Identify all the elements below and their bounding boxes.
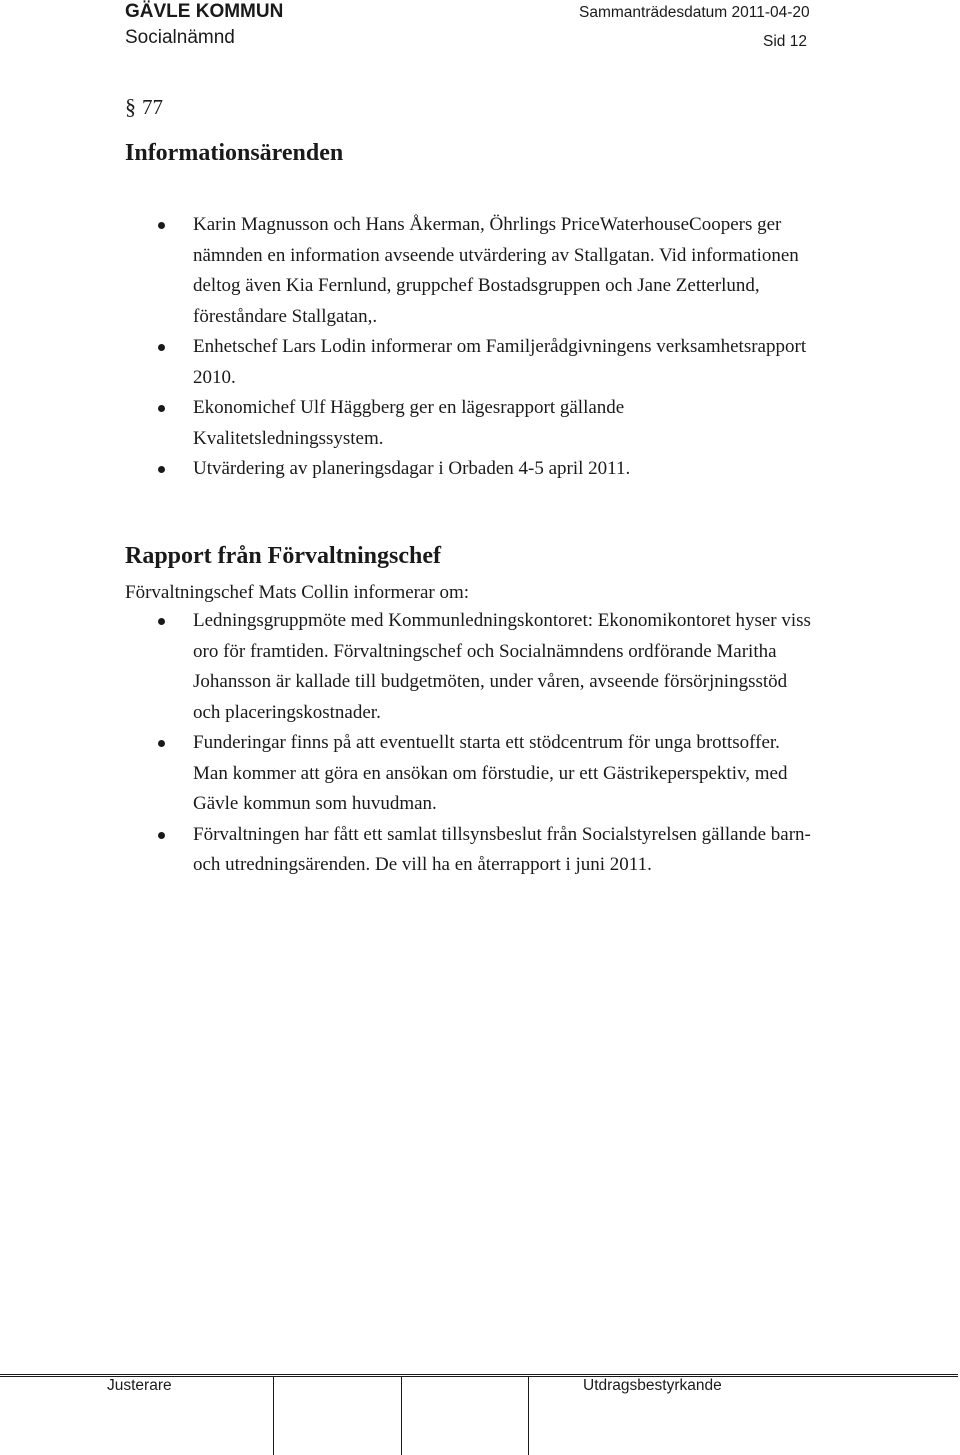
meeting-date: Sammanträdesdatum 2011-04-20 bbox=[579, 4, 810, 21]
footer-divider bbox=[528, 1376, 529, 1455]
footer-rule bbox=[0, 1374, 958, 1375]
list-item bbox=[0, 606, 813, 728]
list-item-text: Ledningsgruppmöte med Kommunledningskontoret: Ekonomikontoret hyser viss oro för framtiden. Förvaltningschef och Socialnämndens ordförande Maritha Johansson är kallade till budgetmöten, under våren, avseende försörjningsstöd och placeringskostnader. bbox=[193, 610, 811, 723]
bullet-icon bbox=[158, 405, 165, 412]
list-item bbox=[0, 728, 813, 820]
section-number-value: 77 bbox=[142, 95, 163, 119]
section-number bbox=[125, 94, 163, 120]
rapport-intro: Förvaltningschef Mats Collin informerar om: bbox=[125, 582, 470, 603]
page-number: Sid 12 bbox=[763, 33, 807, 50]
paragraph-symbol: § bbox=[125, 94, 136, 119]
heading-rapport: Rapport från Förvaltningschef bbox=[125, 543, 441, 569]
list-item-text: Förvaltningen har fått ett samlat tillsynsbeslut från Socialstyrelsen gällande barn- och utredningsärenden. De vill ha en återrapport i juni 2011. bbox=[193, 823, 811, 875]
bullet-icon bbox=[158, 344, 165, 351]
heading-informationsarenden: Informationsärenden bbox=[125, 140, 344, 166]
bullet-icon bbox=[158, 740, 165, 747]
list-item-text: Ekonomichef Ulf Häggberg ger en lägesrapport gällande Kvalitetsledningssystem. bbox=[193, 397, 625, 449]
list-item-text: Karin Magnusson och Hans Åkerman, Öhrlings PriceWaterhouseCoopers ger nämnden en information avseende utvärdering av Stallgatan. Vid informationen deltog även Kia Fernlund, gruppchef Bostadsgruppen och Jane Zetterlund, föreståndare Stallgatan,. bbox=[193, 214, 799, 327]
list-item-text: Funderingar finns på att eventuellt starta ett stödcentrum för unga brottsoffer. Man kommer att göra en ansökan om förstudie, ur ett Gästrikeperspektiv, med Gävle kommun som huvudman. bbox=[193, 732, 788, 814]
footer-utdragsbestyrkande-label: Utdragsbestyrkande bbox=[583, 1377, 722, 1394]
information-list bbox=[0, 210, 813, 485]
bullet-icon bbox=[158, 466, 165, 473]
footer-justerare-label: Justerare bbox=[107, 1377, 172, 1394]
footer-divider bbox=[401, 1376, 402, 1455]
bullet-icon bbox=[158, 832, 165, 839]
committee-name: Socialnämnd bbox=[125, 27, 235, 48]
list-item-text: Enhetschef Lars Lodin informerar om Familjerådgivningens verksamhetsrapport 2010. bbox=[193, 336, 807, 388]
bullet-icon bbox=[158, 222, 165, 229]
footer-divider bbox=[273, 1376, 274, 1455]
list-item bbox=[0, 820, 813, 881]
bullet-icon bbox=[158, 618, 165, 625]
rapport-list bbox=[0, 606, 813, 881]
list-item-text: Utvärdering av planeringsdagar i Orbaden 4-5 april 2011. bbox=[193, 458, 631, 479]
list-item bbox=[0, 393, 813, 454]
list-item bbox=[0, 332, 813, 393]
list-item bbox=[0, 210, 813, 332]
list-item bbox=[0, 454, 813, 485]
organisation-name: GÄVLE KOMMUN bbox=[125, 1, 284, 22]
